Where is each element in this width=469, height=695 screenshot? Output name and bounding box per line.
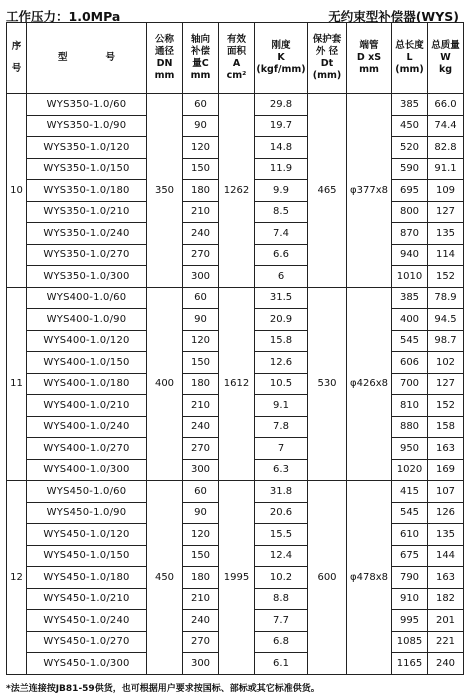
cell-compensation: 210 xyxy=(183,201,219,223)
cell-compensation: 150 xyxy=(183,545,219,567)
spec-table xyxy=(6,22,464,675)
cell-weight: 144 xyxy=(428,545,464,567)
cell-compensation: 150 xyxy=(183,158,219,180)
cell-model: WYS350-1.0/60 xyxy=(27,94,147,116)
cell-compensation: 270 xyxy=(183,244,219,266)
cell-length: 800 xyxy=(392,201,428,223)
cell-dn: 400 xyxy=(147,287,183,481)
col-length: 总长度 L (mm) xyxy=(392,23,428,94)
cell-weight: 82.8 xyxy=(428,137,464,159)
cell-length: 695 xyxy=(392,180,428,202)
cell-length: 910 xyxy=(392,588,428,610)
product-title: 无约束型补偿器(WYS) xyxy=(328,9,459,24)
cell-model: WYS350-1.0/210 xyxy=(27,201,147,223)
cell-stiffness: 7.4 xyxy=(255,223,308,245)
cell-compensation: 120 xyxy=(183,330,219,352)
cell-model: WYS450-1.0/120 xyxy=(27,524,147,546)
cell-compensation: 180 xyxy=(183,180,219,202)
cell-compensation: 300 xyxy=(183,459,219,481)
cell-compensation: 60 xyxy=(183,94,219,116)
cell-stiffness: 31.8 xyxy=(255,481,308,503)
cell-no: 10 xyxy=(7,94,27,288)
cell-model: WYS450-1.0/210 xyxy=(27,588,147,610)
col-model: 型 号 xyxy=(27,23,147,94)
cell-area: 1262 xyxy=(219,94,255,288)
cell-model: WYS450-1.0/150 xyxy=(27,545,147,567)
cell-stiffness: 7 xyxy=(255,438,308,460)
cell-weight: 98.7 xyxy=(428,330,464,352)
cell-weight: 126 xyxy=(428,502,464,524)
table-body xyxy=(7,94,464,675)
cell-stiffness: 31.5 xyxy=(255,287,308,309)
cell-weight: 135 xyxy=(428,524,464,546)
cell-model: WYS400-1.0/120 xyxy=(27,330,147,352)
cell-weight: 163 xyxy=(428,438,464,460)
cell-weight: 94.5 xyxy=(428,309,464,331)
cell-weight: 74.4 xyxy=(428,115,464,137)
cell-stiffness: 7.7 xyxy=(255,610,308,632)
cell-length: 590 xyxy=(392,158,428,180)
cell-stiffness: 20.6 xyxy=(255,502,308,524)
cell-length: 790 xyxy=(392,567,428,589)
cell-length: 995 xyxy=(392,610,428,632)
cell-weight: 107 xyxy=(428,481,464,503)
cell-weight: 127 xyxy=(428,373,464,395)
cell-length: 385 xyxy=(392,287,428,309)
cell-length: 700 xyxy=(392,373,428,395)
cell-model: WYS400-1.0/150 xyxy=(27,352,147,374)
col-stiffness: 刚度 K (kgf/mm) xyxy=(255,23,308,94)
cell-compensation: 90 xyxy=(183,309,219,331)
cell-weight: 158 xyxy=(428,416,464,438)
cell-model: WYS350-1.0/240 xyxy=(27,223,147,245)
footnote: *法兰连接按JB81-59供货，也可根据用户要求按国标、部标或其它标准供货。 xyxy=(6,684,320,694)
cell-stiffness: 12.6 xyxy=(255,352,308,374)
cell-length: 870 xyxy=(392,223,428,245)
cell-length: 545 xyxy=(392,502,428,524)
cell-stiffness: 7.8 xyxy=(255,416,308,438)
cell-model: WYS350-1.0/300 xyxy=(27,266,147,288)
cell-end-pipe: φ478x8 xyxy=(347,481,392,675)
cell-stiffness: 9.1 xyxy=(255,395,308,417)
cell-length: 610 xyxy=(392,524,428,546)
cell-compensation: 120 xyxy=(183,137,219,159)
cell-stiffness: 8.5 xyxy=(255,201,308,223)
cell-weight: 66.0 xyxy=(428,94,464,116)
cell-compensation: 180 xyxy=(183,373,219,395)
cell-length: 1020 xyxy=(392,459,428,481)
cell-model: WYS450-1.0/90 xyxy=(27,502,147,524)
cell-stiffness: 10.5 xyxy=(255,373,308,395)
cell-sleeve-diameter: 465 xyxy=(308,94,347,288)
cell-stiffness: 6.6 xyxy=(255,244,308,266)
cell-weight: 78.9 xyxy=(428,287,464,309)
cell-stiffness: 6.3 xyxy=(255,459,308,481)
cell-dn: 450 xyxy=(147,481,183,675)
table-row xyxy=(7,287,464,309)
col-weight: 总质量 W kg xyxy=(428,23,464,94)
cell-model: WYS350-1.0/270 xyxy=(27,244,147,266)
cell-weight: 163 xyxy=(428,567,464,589)
sheet-header xyxy=(6,5,463,23)
cell-length: 675 xyxy=(392,545,428,567)
cell-length: 1010 xyxy=(392,266,428,288)
cell-weight: 152 xyxy=(428,395,464,417)
cell-sleeve-diameter: 600 xyxy=(308,481,347,675)
cell-model: WYS350-1.0/150 xyxy=(27,158,147,180)
cell-compensation: 150 xyxy=(183,352,219,374)
cell-compensation: 300 xyxy=(183,266,219,288)
working-pressure: 工作压力：1.0MPa xyxy=(6,9,121,24)
cell-compensation: 210 xyxy=(183,588,219,610)
cell-model: WYS450-1.0/240 xyxy=(27,610,147,632)
cell-length: 606 xyxy=(392,352,428,374)
cell-stiffness: 11.9 xyxy=(255,158,308,180)
table-header-row xyxy=(7,23,464,94)
cell-stiffness: 8.8 xyxy=(255,588,308,610)
col-dn: 公称 通径 DN mm xyxy=(147,23,183,94)
cell-compensation: 300 xyxy=(183,653,219,675)
cell-length: 940 xyxy=(392,244,428,266)
table-row xyxy=(7,94,464,116)
cell-length: 450 xyxy=(392,115,428,137)
cell-compensation: 270 xyxy=(183,631,219,653)
col-end-pipe: 端管 D xS mm xyxy=(347,23,392,94)
cell-area: 1612 xyxy=(219,287,255,481)
cell-model: WYS350-1.0/180 xyxy=(27,180,147,202)
cell-length: 880 xyxy=(392,416,428,438)
col-area: 有效 面积 A cm² xyxy=(219,23,255,94)
cell-length: 400 xyxy=(392,309,428,331)
cell-model: WYS450-1.0/60 xyxy=(27,481,147,503)
cell-weight: 169 xyxy=(428,459,464,481)
cell-length: 520 xyxy=(392,137,428,159)
cell-length: 415 xyxy=(392,481,428,503)
cell-weight: 152 xyxy=(428,266,464,288)
cell-compensation: 270 xyxy=(183,438,219,460)
cell-model: WYS400-1.0/90 xyxy=(27,309,147,331)
cell-length: 545 xyxy=(392,330,428,352)
cell-model: WYS350-1.0/90 xyxy=(27,115,147,137)
cell-model: WYS400-1.0/60 xyxy=(27,287,147,309)
cell-weight: 201 xyxy=(428,610,464,632)
cell-model: WYS400-1.0/210 xyxy=(27,395,147,417)
cell-stiffness: 6.8 xyxy=(255,631,308,653)
cell-length: 810 xyxy=(392,395,428,417)
cell-stiffness: 19.7 xyxy=(255,115,308,137)
cell-dn: 350 xyxy=(147,94,183,288)
cell-compensation: 210 xyxy=(183,395,219,417)
cell-stiffness: 29.8 xyxy=(255,94,308,116)
cell-compensation: 240 xyxy=(183,416,219,438)
cell-compensation: 180 xyxy=(183,567,219,589)
cell-weight: 102 xyxy=(428,352,464,374)
cell-stiffness: 6.1 xyxy=(255,653,308,675)
col-sleeve-diameter: 保护套 外 径 Dt (mm) xyxy=(308,23,347,94)
cell-area: 1995 xyxy=(219,481,255,675)
cell-stiffness: 10.2 xyxy=(255,567,308,589)
cell-end-pipe: φ377x8 xyxy=(347,94,392,288)
cell-stiffness: 12.4 xyxy=(255,545,308,567)
cell-length: 385 xyxy=(392,94,428,116)
cell-weight: 135 xyxy=(428,223,464,245)
cell-compensation: 240 xyxy=(183,223,219,245)
cell-model: WYS350-1.0/120 xyxy=(27,137,147,159)
cell-model: WYS400-1.0/300 xyxy=(27,459,147,481)
cell-model: WYS450-1.0/300 xyxy=(27,653,147,675)
cell-weight: 127 xyxy=(428,201,464,223)
cell-compensation: 120 xyxy=(183,524,219,546)
cell-weight: 109 xyxy=(428,180,464,202)
cell-no: 11 xyxy=(7,287,27,481)
cell-model: WYS450-1.0/270 xyxy=(27,631,147,653)
cell-stiffness: 14.8 xyxy=(255,137,308,159)
cell-weight: 182 xyxy=(428,588,464,610)
cell-weight: 91.1 xyxy=(428,158,464,180)
cell-compensation: 90 xyxy=(183,115,219,137)
cell-model: WYS400-1.0/240 xyxy=(27,416,147,438)
cell-compensation: 60 xyxy=(183,481,219,503)
cell-compensation: 240 xyxy=(183,610,219,632)
col-no: 序 号 xyxy=(7,23,27,94)
cell-stiffness: 9.9 xyxy=(255,180,308,202)
cell-length: 1165 xyxy=(392,653,428,675)
cell-compensation: 90 xyxy=(183,502,219,524)
cell-stiffness: 15.8 xyxy=(255,330,308,352)
cell-weight: 221 xyxy=(428,631,464,653)
cell-weight: 240 xyxy=(428,653,464,675)
cell-compensation: 60 xyxy=(183,287,219,309)
cell-length: 1085 xyxy=(392,631,428,653)
cell-stiffness: 15.5 xyxy=(255,524,308,546)
cell-stiffness: 20.9 xyxy=(255,309,308,331)
cell-no: 12 xyxy=(7,481,27,675)
cell-sleeve-diameter: 530 xyxy=(308,287,347,481)
cell-end-pipe: φ426x8 xyxy=(347,287,392,481)
cell-model: WYS450-1.0/180 xyxy=(27,567,147,589)
cell-model: WYS400-1.0/270 xyxy=(27,438,147,460)
cell-length: 950 xyxy=(392,438,428,460)
col-compensation: 轴向 补偿 量C mm xyxy=(183,23,219,94)
cell-stiffness: 6 xyxy=(255,266,308,288)
cell-weight: 114 xyxy=(428,244,464,266)
cell-model: WYS400-1.0/180 xyxy=(27,373,147,395)
table-row xyxy=(7,481,464,503)
